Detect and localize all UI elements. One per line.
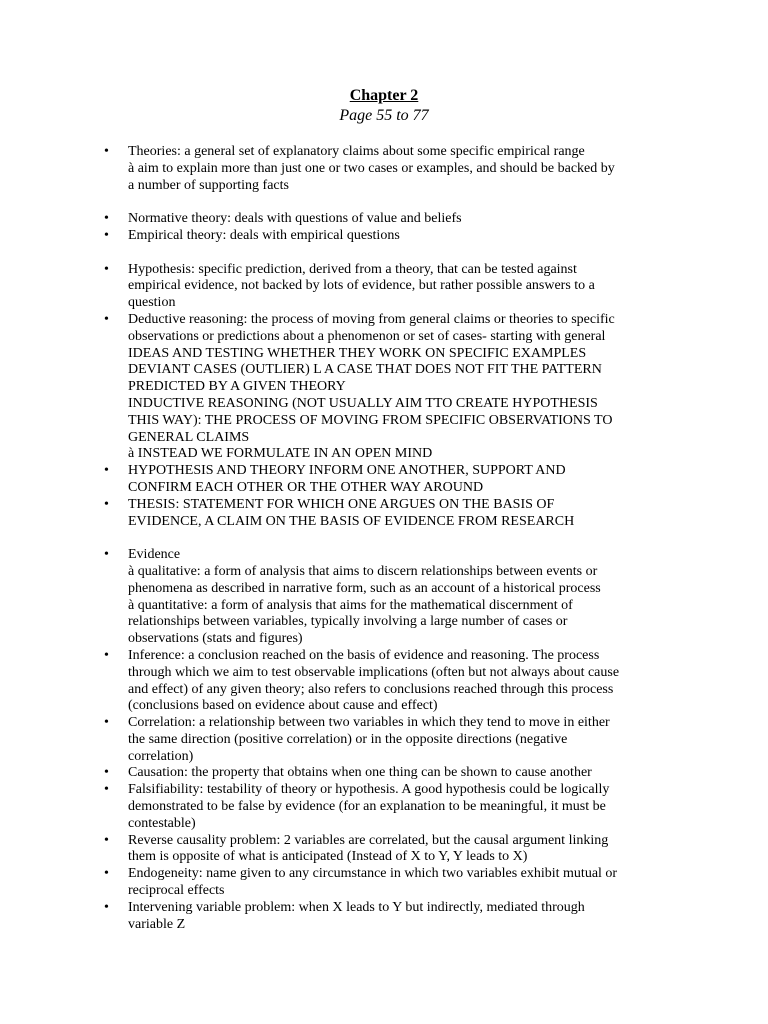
list-item-text: Theories: a general set of explanatory claims about some specific empirical range [128, 144, 585, 159]
bullet-icon: • [104, 547, 109, 563]
list-item-text: Empirical theory: deals with empirical questions [128, 227, 400, 243]
list-item [104, 833, 684, 867]
list-item-text: CONFIRM EACH OTHER OR THE OTHER WAY AROUND [128, 479, 484, 495]
list-item [104, 715, 684, 765]
bullet-icon: • [104, 144, 109, 159]
list-item [104, 262, 684, 312]
bullet-icon: • [104, 647, 109, 663]
list-item-text: empirical evidence, not backed by lots of evidence, but rather possible answers to a [128, 278, 595, 294]
paragraph-gap [104, 530, 684, 547]
chapter-title: Chapter 2 [349, 87, 419, 104]
list-item [104, 463, 684, 497]
list-item [104, 866, 684, 900]
list-item-text: DEVIANT CASES (OUTLIER) L A CASE THAT DOES NOT FIT THE PATTERN [128, 362, 602, 378]
bullet-icon: • [104, 765, 109, 781]
list-item-text: INDUCTIVE REASONING (NOT USUALLY AIM TTO CREATE HYPOTHESIS [128, 395, 598, 411]
bullet-icon: • [104, 782, 109, 798]
list-item-text: (conclusions based on evidence about cause and effect) [128, 698, 438, 714]
paragraph-gap [104, 194, 684, 211]
list-item [104, 900, 684, 934]
list-item [104, 144, 684, 194]
page-range-subtitle: Page 55 to 77 [339, 107, 429, 124]
list-item-text: variable Z [128, 916, 186, 932]
list-item-text: Deductive reasoning: the process of moving from general claims or theories to specific [128, 311, 615, 327]
list-item-text: à INSTEAD WE FORMULATE IN AN OPEN MIND [128, 446, 433, 462]
bullet-icon: • [104, 496, 109, 512]
list-item [104, 765, 684, 782]
list-item-text: Intervening variable problem: when X leads to Y but indirectly, mediated through [128, 899, 585, 915]
list-item-text: and effect) of any given theory; also refers to conclusions reached through this process [128, 681, 614, 697]
list-item-text: Hypothesis: specific prediction, derived from a theory, that can be tested against [128, 261, 577, 277]
list-item-text: the same direction (positive correlation) or in the opposite directions (negative [128, 731, 568, 747]
list-item-text: observations or predictions about a phenomenon or set of cases- starting with general [128, 328, 606, 344]
list-item-text: IDEAS AND TESTING WHETHER THEY WORK ON SPECIFIC EXAMPLES [128, 345, 587, 361]
list-item-text: correlation) [128, 748, 194, 764]
list-item-text: reciprocal effects [128, 883, 225, 899]
list-item-text: HYPOTHESIS AND THEORY INFORM ONE ANOTHER, SUPPORT AND [128, 463, 566, 479]
list-item-text: phenomena as described in narrative form, such as an account of a historical process [128, 580, 601, 596]
list-item-text: question [128, 295, 176, 311]
list-item [104, 228, 684, 245]
list-item-text: THIS WAY): THE PROCESS OF MOVING FROM SPECIFIC OBSERVATIONS TO [128, 412, 613, 428]
list-item [104, 547, 684, 648]
list-item [104, 211, 684, 228]
bullet-icon: • [104, 866, 109, 882]
list-item-text: a number of supporting facts [128, 177, 289, 193]
list-item [104, 782, 684, 832]
list-item-text: GENERAL CLAIMS [128, 429, 250, 445]
list-item-text: à quantitative: a form of analysis that aims for the mathematical discernment of [128, 597, 573, 613]
list-item-text: relationships between variables, typically involving a large number of cases or [128, 614, 568, 630]
list-item-text: Causation: the property that obtains when one thing can be shown to cause another [128, 765, 592, 781]
list-item-text: demonstrated to be false by evidence (for an explanation to be meaningful, it must be [128, 799, 606, 815]
bullet-icon: • [104, 261, 109, 277]
bullet-icon: • [104, 227, 109, 243]
bullet-list [104, 144, 684, 933]
bullet-icon: • [104, 899, 109, 915]
list-item-text: THESIS: STATEMENT FOR WHICH ONE ARGUES ON THE BASIS OF [128, 496, 555, 512]
list-item-text: Falsifiability: testability of theory or hypothesis. A good hypothesis could be logically [128, 782, 610, 798]
list-item-text: Inference: a conclusion reached on the basis of evidence and reasoning. The process [128, 647, 600, 663]
heading [0, 86, 768, 126]
list-item-text: Endogeneity: name given to any circumstance in which two variables exhibit mutual or [128, 866, 618, 882]
paragraph-gap [104, 245, 684, 262]
bullet-icon: • [104, 311, 109, 327]
list-item-text: through which we aim to test observable implications (often but not always about cause [128, 664, 620, 680]
list-item-text: Correlation: a relationship between two variables in which they tend to move in either [128, 715, 610, 731]
list-item-text: à aim to explain more than just one or two cases or examples, and should be backed by [128, 160, 615, 176]
list-item-text: Evidence [128, 547, 181, 563]
list-item [104, 497, 684, 531]
bullet-icon: • [104, 211, 109, 227]
list-item-text: PREDICTED BY A GIVEN THEORY [128, 379, 346, 395]
list-item-text: observations (stats and figures) [128, 631, 303, 647]
list-item [104, 648, 684, 715]
list-item-text: contestable) [128, 815, 196, 831]
bullet-icon: • [104, 715, 109, 731]
list-item-text: Normative theory: deals with questions of value and beliefs [128, 211, 462, 227]
list-item-text: them is opposite of what is anticipated (Instead of X to Y, Y leads to X) [128, 849, 528, 865]
list-item-text: à qualitative: a form of analysis that aims to discern relationships between events or [128, 563, 598, 579]
list-item [104, 312, 684, 463]
bullet-icon: • [104, 463, 109, 479]
bullet-icon: • [104, 832, 109, 848]
list-item-text: EVIDENCE, A CLAIM ON THE BASIS OF EVIDENCE FROM RESEARCH [128, 513, 575, 529]
list-item-text: Reverse causality problem: 2 variables are correlated, but the causal argument linking [128, 832, 609, 848]
